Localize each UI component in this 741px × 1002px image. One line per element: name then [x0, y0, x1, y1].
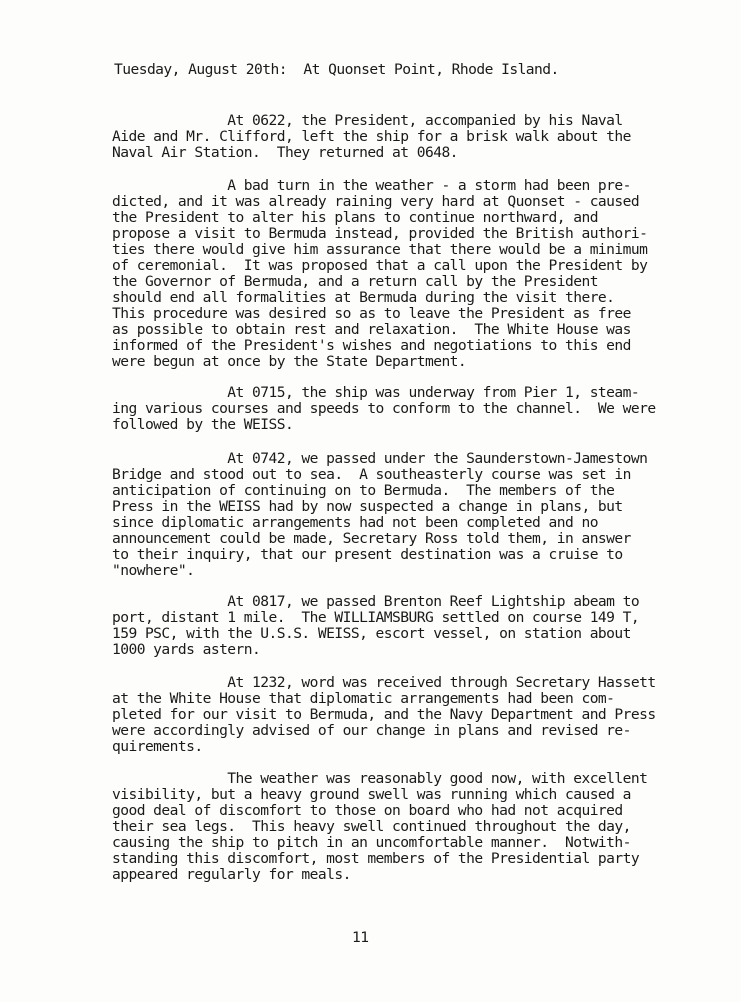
paragraph-weather-swell: The weather was reasonably good now, with excellent visibility, but a heavy ground swell was running which caused a good deal of discomfort to those on board who had not acquired their sea legs. This heavy swell continued throughout the day, causing the ship to pitch in an uncomfortable manner. Notwith- standing this discomfort, most members of the Presidential party appeared regularly for meals. — [112, 770, 648, 883]
paragraph-departure-walk: At 0622, the President, accompanied by his Naval Aide and Mr. Clifford, left the ship for a brisk walk about the Naval Air Station. They returned at 0648. — [112, 112, 631, 161]
paragraph-bridge-press: At 0742, we passed under the Saunderstown-Jamestown Bridge and stood out to sea. A southeasterly course was set in anticipation of continuing on to Bermuda. The members of the Press in the WEISS had by now suspected a change in plans, but since diplomatic arrangements had not been completed and no announcement could be made, Secretary Ross told them, in answer to their inquiry, that our present destination was a cruise to "nowhere". — [112, 450, 648, 579]
paragraph-weather-bermuda: A bad turn in the weather - a storm had been pre- dicted, and it was already raining very hard at Quonset - caused the President to alter his plans to continue northward, and propose a visit to Bermuda instead, provided the British authori- ties there would give him assurance that there would be a minimum of ceremonial. It was proposed that a call upon the President by the Governor of Bermuda, and a return call by the President should end all formalities at Bermuda during the visit there. This procedure was desired so as to leave the President as free as possible to obtain rest and relaxation. The White House was informed of the President's wishes and negotiations to this end were begun at once by the State Department. — [112, 177, 648, 370]
paragraph-lightship-course: At 0817, we passed Brenton Reef Lightship abeam to port, distant 1 mile. The WILLIAMSBURG settled on course 149 T, 159 PSC, with the U.S.S. WEISS, escort vessel, on station about 1000 yards astern. — [112, 593, 640, 658]
page-number: 11 — [352, 929, 369, 946]
paragraph-diplomatic-arrangements: At 1232, word was received through Secretary Hassett at the White House that diplomatic arrangements had been com- pleted for our visit to Bermuda, and the Navy Department and Press were accordingly advised of our change in plans and revised re- quirements. — [112, 674, 656, 755]
page-heading: Tuesday, August 20th: At Quonset Point, Rhode Island. — [114, 61, 559, 78]
paragraph-underway: At 0715, the ship was underway from Pier 1, steam- ing various courses and speeds to conform to the channel. We were followed by the WEISS. — [112, 384, 656, 433]
